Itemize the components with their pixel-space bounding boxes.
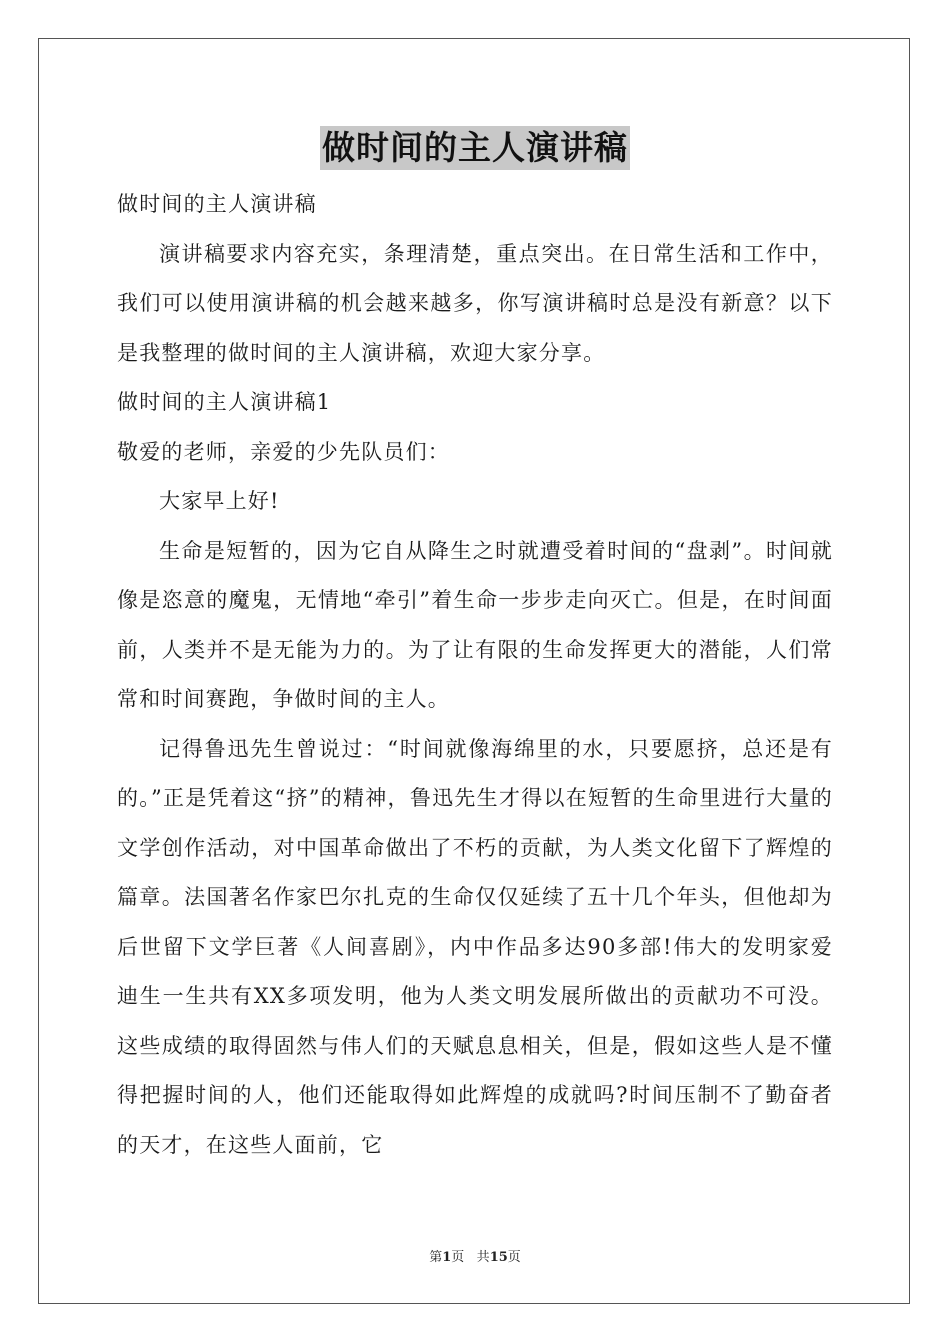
section-heading: 做时间的主人演讲稿1 [117,390,332,414]
footer-prefix: 第 [429,1250,443,1265]
paragraph: 生命是短暂的，因为它自从降生之时就遭受着时间的“盘剥”。时间就像是恣意的魔鬼，无情地“牵引”着生命一步步走向灭亡。但是，在时间面前，人类并不是无能为力的。为了让有限的生命发挥更大的潜能，人们常常和时间赛跑，争做时间的主人。 [117,538,833,711]
page-footer [0,1246,950,1265]
footer-total-suffix: 页 [507,1250,521,1265]
paragraph: 演讲稿要求内容充实，条理清楚，重点突出。在日常生活和工作中，我们可以使用演讲稿的机会越来越多，你写演讲稿时总是没有新意？以下是我整理的做时间的主人演讲稿，欢迎大家分享。 [117,241,833,365]
footer-total-prefix: 共 [476,1250,490,1265]
document-title: 做时间的主人演讲稿 [320,126,630,170]
title-container [0,126,950,170]
document-body [117,180,833,1170]
total-pages-number: 15 [489,1250,508,1265]
salutation: 敬爱的老师，亲爱的少先队员们： [117,439,450,464]
greeting: 大家早上好! [159,489,280,513]
footer-page-label: 页 [451,1250,465,1265]
paragraph: 记得鲁迅先生曾说过：“时间就像海绵里的水，只要愿挤，总还是有的。”正是凭着这“挤”的精神，鲁迅先生才得以在短暂的生命里进行大量的文学创作活动，对中国革命做出了不朽的贡献，为人类文化留下了辉煌的篇章。法国著名作家巴尔扎克的生命仅仅延续了五十几个年头，但他却为后世留下文学巨著《人间喜剧》，内中作品多达90多部!伟大的发明家爱迪生一生共有XX多项发明，他为人类文明发展所做出的贡献功不可没。这些成绩的取得固然与伟人们的天赋息息相关，但是，假如这些人是不懂得把握时间的人，他们还能取得如此辉煌的成就吗?时间压制不了勤奋者的天才，在这些人面前，它 [117,736,833,1157]
paragraph: 做时间的主人演讲稿 [117,192,317,216]
current-page-number: 1 [442,1250,452,1265]
